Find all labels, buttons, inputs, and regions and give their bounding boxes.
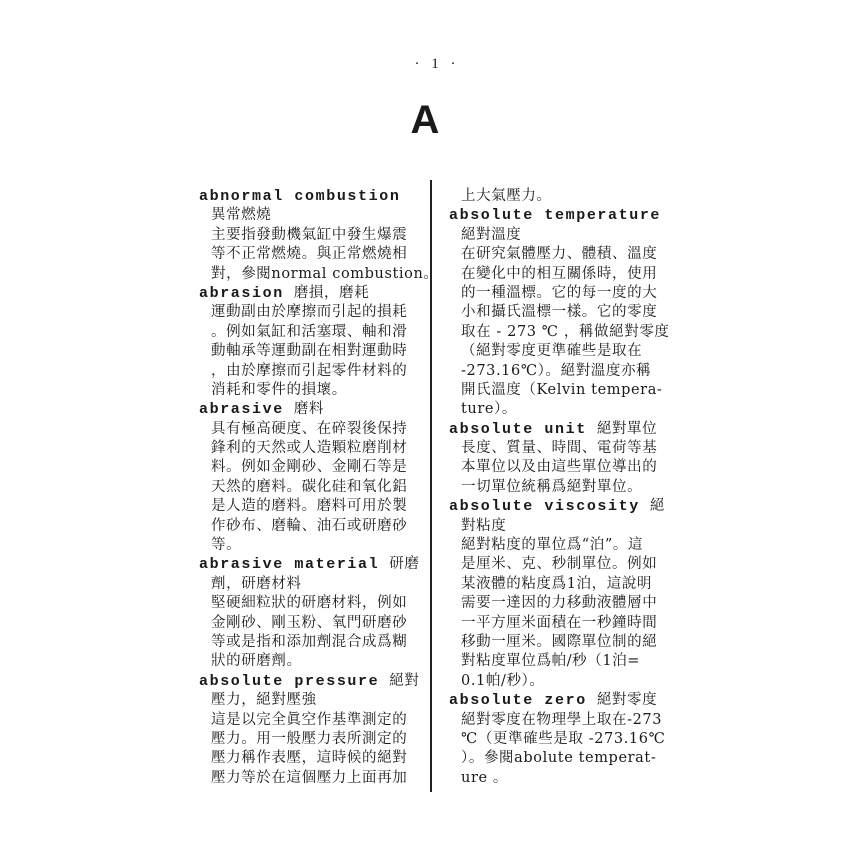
headword-translation: 研磨 xyxy=(389,556,420,573)
entry-headword-line xyxy=(449,691,674,710)
entry-text-line: 一切單位統稱爲絕對單位。 xyxy=(461,478,643,495)
entry-text-line: 0.1帕/秒）。 xyxy=(461,672,545,689)
entry-headword-line xyxy=(199,672,424,691)
headword: abrasive material xyxy=(199,556,380,574)
entry-text-line: 。例如氣缸和活塞環、軸和滑 xyxy=(211,323,408,340)
entry-text-line: 壓力。用一般壓力表所測定的 xyxy=(211,730,408,747)
headword: absolute unit xyxy=(449,420,587,438)
entry-text-line: 是人造的磨料。磨料可用於製 xyxy=(211,498,408,515)
entry-text-line: 這是以完全眞空作基準測定的 xyxy=(211,711,408,728)
entry-text-line: 開氏溫度（Kelvin tempera- xyxy=(461,381,663,398)
entry-text-line: 長度、質量、時間、電荷等基 xyxy=(461,440,658,457)
entry-text-line: 對粘度 xyxy=(461,517,507,534)
entry-text-line: -273.16℃）。絕對溫度亦稱 xyxy=(461,362,652,379)
entry-text-line: 上大氣壓力。 xyxy=(461,188,552,204)
entry-text-line: ，由於摩擦而引起零件材料的 xyxy=(211,362,408,379)
entry-text-line: 金剛砂、剛玉粉、氧門研磨砂 xyxy=(211,614,408,631)
entry-text-line: 狀的研磨劑。 xyxy=(211,653,302,670)
entry-text-line: 對粘度單位爲帕/秒（1泊= xyxy=(461,653,641,670)
headword: absolute pressure xyxy=(199,672,380,690)
entry-text-line: 某液體的粘度爲1泊，這說明 xyxy=(461,575,653,592)
page-number: · 1 · xyxy=(414,56,460,72)
entry-text-line: 等不正常燃燒。與正常燃燒相 xyxy=(211,246,408,263)
entry-text-line: 異常燃燒 xyxy=(211,207,272,224)
entry-headword-line xyxy=(199,555,424,574)
entry-text-line: ）。參閱abolute temperat- xyxy=(461,750,657,767)
headword-translation: 絕對零度 xyxy=(596,692,658,709)
entry-text-line: 作砂布、磨輪、油石或研磨砂 xyxy=(211,517,408,534)
entry-headword-line xyxy=(199,284,424,303)
headword-translation: 絕對單位 xyxy=(596,420,658,437)
entry-text-line: 消耗和零件的損壞。 xyxy=(211,381,347,398)
left-column xyxy=(199,187,439,788)
entry-text-line: 絕對溫度 xyxy=(461,226,522,243)
entry-text-line: 一平方厘米面積在一秒鐘時間 xyxy=(461,614,658,631)
entry-text-line: ture）。 xyxy=(461,401,518,418)
right-column xyxy=(449,187,674,788)
entry-text-line: 具有極高硬度、在碎裂後保持 xyxy=(211,420,408,437)
headword: absolute zero xyxy=(449,692,587,710)
headword-translation: 絕 xyxy=(649,498,665,515)
headword: abrasive xyxy=(199,401,284,419)
entry-headword-line xyxy=(199,187,424,206)
entry-text-line: 取在 - 273 ℃ ，稱做絕對零度 xyxy=(461,323,670,340)
headword-translation: 磨損，磨耗 xyxy=(293,284,370,301)
entry-headword-line xyxy=(449,497,674,516)
entry-text-line: 壓力稱作表壓，這時候的絕對 xyxy=(211,750,408,767)
entry-text-line: 對，參閱normal combustion。 xyxy=(211,265,439,282)
entry-text-line: 動軸承等運動副在相對運動時 xyxy=(211,343,408,360)
entry-text-line: 等。 xyxy=(211,537,242,554)
entry-headword-line xyxy=(449,206,674,225)
entry-text-line: ure 。 xyxy=(461,769,508,786)
entry-headword-line xyxy=(449,420,674,439)
headword-translation: 磨料 xyxy=(293,401,325,418)
entry-text-line: 料。例如金剛砂、金剛石等是 xyxy=(211,459,408,476)
entry-text-line: 運動副由於摩擦而引起的損耗 xyxy=(211,304,408,321)
entry-text-line: 需要一達因的力移動液體層中 xyxy=(461,595,658,612)
entry-text-line: 壓力，絕對壓強 xyxy=(211,692,317,709)
entry-text-line: 絕對粘度的單位爲“泊”。這 xyxy=(461,537,644,554)
entry-text-line: （絕對零度更準確些是取在 xyxy=(461,343,643,360)
entry-text-line: 在變化中的相互關係時，使用 xyxy=(461,265,658,282)
entry-text-line: 絕對零度在物理學上取在-273 xyxy=(461,711,663,728)
entry-text-line: 鋒利的天然或人造顆粒磨削材 xyxy=(211,440,408,457)
headword: abrasion xyxy=(199,284,284,302)
entry-text-line: 等或是指和添加劑混合成爲糊 xyxy=(211,633,408,650)
headword: absolute viscosity xyxy=(449,498,640,516)
entry-text-line: 在研究氣體壓力、體積、溫度 xyxy=(461,246,658,263)
entry-text-line: 的一種溫標。它的每一度的大 xyxy=(461,284,658,301)
entry-text-line: 天然的磨料。碳化硅和氧化鋁 xyxy=(211,478,408,495)
entry-text-line: 主要指發動機氣缸中發生爆震 xyxy=(211,226,408,243)
entry-text-line: 劑，研磨材料 xyxy=(211,575,302,592)
entry-text-line: 小和攝氏溫標一樣。它的零度 xyxy=(461,304,658,321)
entry-text-line: 本單位以及由這些單位導出的 xyxy=(461,459,658,476)
entry-text-line: ℃（更準確些是取 -273.16℃ xyxy=(461,730,666,747)
entry-text-line: 堅硬細粒狀的研磨材料，例如 xyxy=(211,595,408,612)
headword: absolute temperature xyxy=(449,207,662,225)
headword-translation: 絕對 xyxy=(389,672,420,689)
headword: abnormal combustion xyxy=(199,188,401,205)
section-letter-heading: A xyxy=(410,98,440,142)
entry-text-line: 是厘米、克、秒制單位。例如 xyxy=(461,556,658,573)
entry-headword-line xyxy=(199,400,424,419)
entry-text-line: 移動一厘米。國際單位制的絕 xyxy=(461,633,658,650)
entry-text-line: 壓力等於在這個壓力上面再加 xyxy=(211,769,408,786)
